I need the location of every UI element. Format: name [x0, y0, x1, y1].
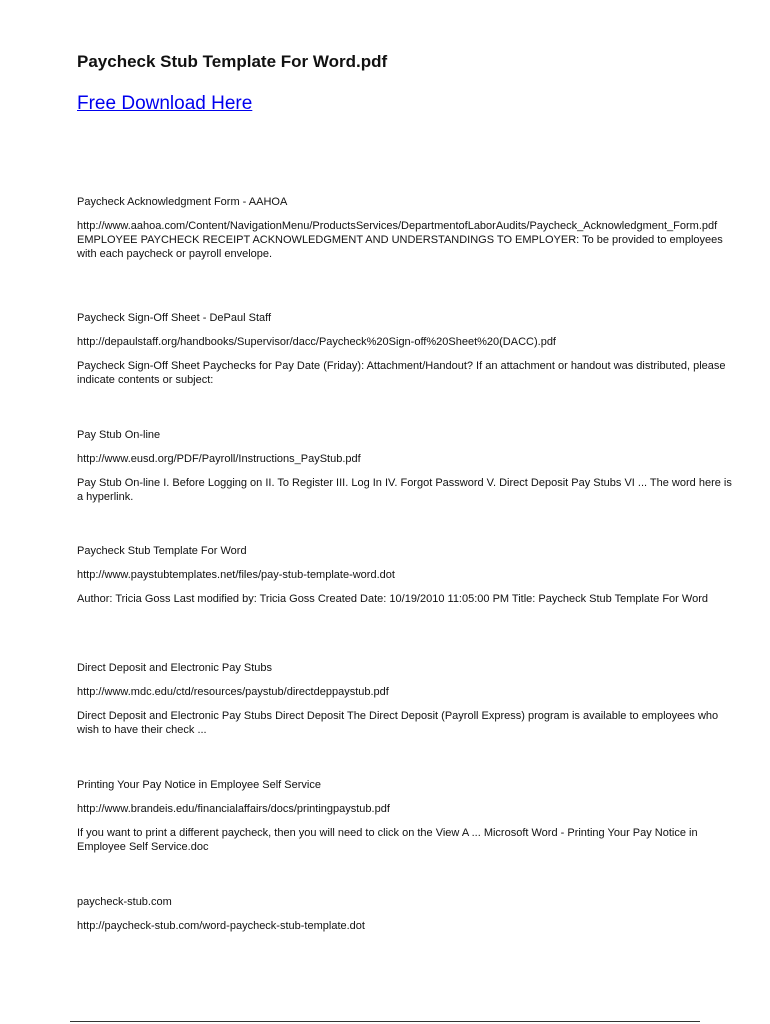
entry-url[interactable]: http://www.paystubtemplates.net/files/pay-stub-template-word.dot: [77, 569, 395, 581]
entry-url[interactable]: http://www.brandeis.edu/financialaffairs/docs/printingpaystub.pdf: [77, 803, 390, 815]
entry-title: Paycheck Sign-Off Sheet - DePaul Staff: [77, 312, 272, 324]
entry-title: Pay Stub On-line: [77, 429, 161, 441]
entry-title: Direct Deposit and Electronic Pay Stubs: [77, 662, 273, 674]
entry-url[interactable]: http://www.eusd.org/PDF/Payroll/Instructions_PayStub.pdf: [77, 453, 361, 465]
footer-divider: [70, 1021, 700, 1022]
result-entry: [77, 661, 732, 737]
entry-description: Paycheck Sign-Off Sheet Paychecks for Pay Date (Friday): Attachment/Handout? If an attachment or handout was distributed, please indicate contents or subject:: [77, 360, 726, 386]
result-entry: [77, 428, 732, 504]
result-entry: [77, 311, 732, 387]
entry-description: If you want to print a different paycheck, then you will need to click on the View A ... Microsoft Word - Printing Your Pay Notice in Employee Self Service.doc: [77, 827, 698, 853]
entry-description: Direct Deposit and Electronic Pay Stubs Direct Deposit The Direct Deposit (Payroll Express) program is available to employees who wish to have their check ...: [77, 710, 719, 736]
entry-url[interactable]: http://www.aahoa.com/Content/NavigationMenu/ProductsServices/DepartmentofLaborAudits/Paycheck_Acknowledgment_Form.pdf: [77, 220, 718, 232]
entry-url[interactable]: http://depaulstaff.org/handbooks/Supervisor/dacc/Paycheck%20Sign-off%20Sheet%20(DACC).pdf: [77, 336, 556, 348]
entry-url[interactable]: http://www.mdc.edu/ctd/resources/paystub/directdeppaystub.pdf: [77, 686, 389, 698]
result-entry: [77, 778, 732, 854]
result-entry: [77, 895, 732, 933]
entry-title: Printing Your Pay Notice in Employee Self Service: [77, 779, 321, 791]
free-download-link[interactable]: Free Download Here: [77, 93, 253, 114]
entry-title: paycheck-stub.com: [77, 896, 172, 908]
entry-description: EMPLOYEE PAYCHECK RECEIPT ACKNOWLEDGMENT AND UNDERSTANDINGS TO EMPLOYER: To be provided to employees with each paycheck or payroll envelope.: [77, 234, 723, 260]
result-entry: [77, 195, 732, 261]
entry-url[interactable]: http://paycheck-stub.com/word-paycheck-stub-template.dot: [77, 920, 365, 932]
entry-title: Paycheck Stub Template For Word: [77, 545, 247, 557]
result-entry: [77, 544, 732, 606]
entry-description: Pay Stub On-line I. Before Logging on II. To Register III. Log In IV. Forgot Password V. Direct Deposit Pay Stubs VI ... The word here is a hyperlink.: [77, 477, 732, 503]
entry-description: Author: Tricia Goss Last modified by: Tricia Goss Created Date: 10/19/2010 11:05:00 PM Title: Paycheck Stub Template For Word: [77, 593, 708, 605]
document-title: Paycheck Stub Template For Word.pdf: [77, 52, 388, 71]
entry-title: Paycheck Acknowledgment Form - AAHOA: [77, 196, 288, 208]
